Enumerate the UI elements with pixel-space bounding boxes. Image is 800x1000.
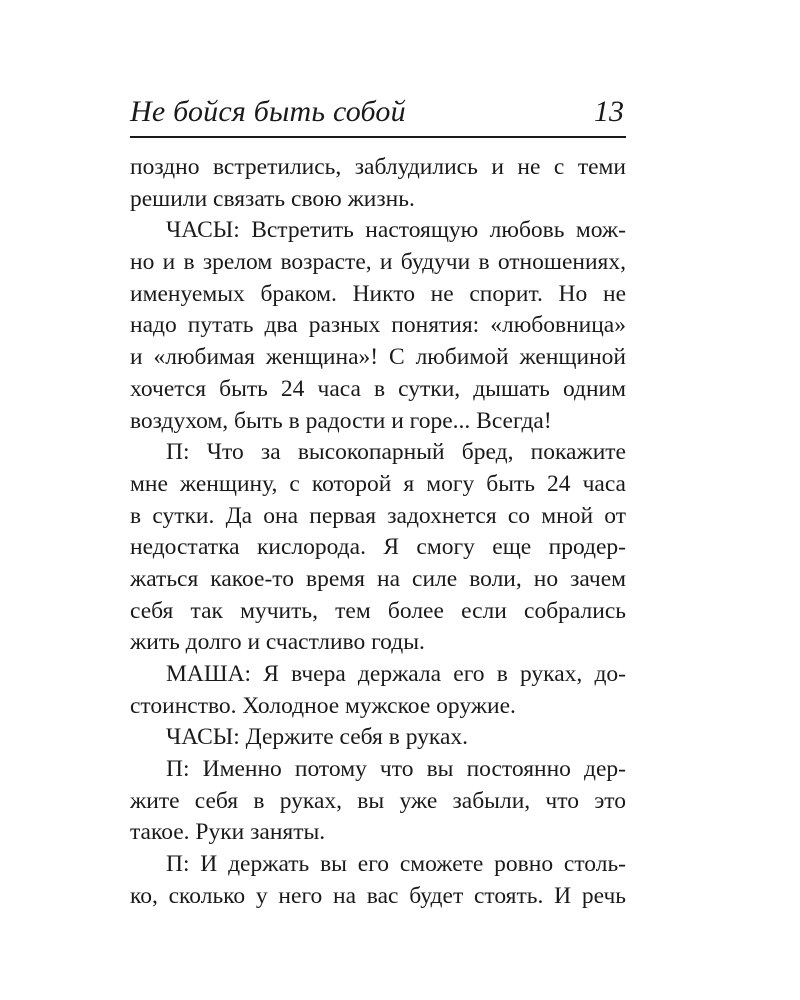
text-line: П: Именно потому что вы постоянно дер- — [166, 756, 626, 783]
text-line: ЧАСЫ: Встретить настоящую любовь мож- — [166, 217, 626, 244]
text-line: и «любимая женщина»! С любимой женщиной — [130, 344, 626, 371]
text-line: надо путать два разных понятия: «любовница» — [130, 312, 626, 339]
text-line: мне женщину, с которой я могу быть 24 часа — [130, 470, 626, 497]
text-line: в сутки. Да она первая задохнется со мной от — [130, 502, 626, 529]
text-line: МАША: Я вчера держала его в руках, до- — [166, 661, 626, 687]
header-rule — [130, 136, 626, 138]
text-line: именуемых браком. Никто не спорит. Но не — [130, 280, 626, 307]
text-line: решили связать свою жизнь. — [130, 185, 415, 212]
running-header — [130, 92, 626, 132]
text-line: воздухом, быть в радости и горе... Всегда! — [130, 407, 552, 434]
text-line: П: И держать вы его сможете ровно столь- — [166, 851, 626, 878]
text-line: поздно встретились, заблудились и не с теми — [130, 154, 626, 180]
running-header-title: Не бойся быть собой — [130, 95, 406, 128]
page-number: 13 — [594, 95, 624, 128]
body-text — [130, 152, 626, 913]
text-line: ЧАСЫ: Держите себя в руках. — [166, 724, 469, 751]
text-line: П: Что за высокопарный бред, покажите — [166, 439, 626, 466]
text-line: стоинство. Холодное мужское оружие. — [130, 692, 516, 719]
text-line: такое. Руки заняты. — [130, 819, 326, 846]
text-line: хочется быть 24 часа в сутки, дышать одним — [130, 375, 626, 402]
text-line: ко, сколько у него на вас будет стоять. И речь — [130, 882, 626, 909]
text-line: жите себя в руках, вы уже забыли, что это — [130, 787, 626, 814]
text-line: себя так мучить, тем более если собрались — [130, 597, 626, 624]
text-line: жить долго и счастливо годы. — [130, 629, 425, 656]
text-line: жаться какое-то время на силе воли, но зачем — [130, 565, 626, 592]
text-line: но и в зрелом возрасте, и будучи в отношениях, — [130, 249, 626, 276]
text-line: недостатка кислорода. Я смогу еще продер- — [130, 534, 626, 561]
